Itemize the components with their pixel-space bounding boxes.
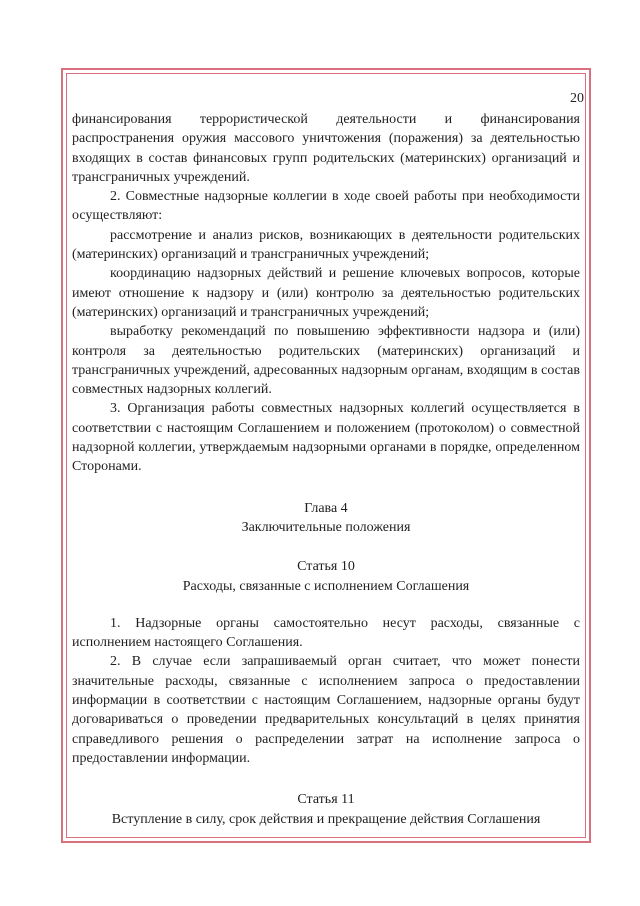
chapter-number: Глава 4: [304, 500, 348, 516]
document-body: [72, 110, 580, 829]
paragraph-continuation: финансирования террористической деятельности и финансирования распространения оружия массового уничтожения (поражения) за деятельностью входящих в состав финансовых групп родительских (материнских) организаций и трансграничных учреждений.: [72, 112, 580, 185]
article-11-title: Вступление в силу, срок действия и прекращение действия Соглашения: [111, 811, 541, 827]
article-10-title: Расходы, связанные с исполнением Соглашения: [182, 578, 470, 594]
chapter-title: Заключительные положения: [241, 519, 411, 535]
article-11-number: Статья 11: [297, 792, 355, 808]
paragraph-recommendations: выработку рекомендаций по повышению эффективности надзора и (или) контроля за деятельностью родительских (материнских) организаций и трансграничных учреждений, адресованных надзорным органам, входящим в состав совместных надзорных коллегий.: [72, 324, 580, 398]
paragraph-coordination: координацию надзорных действий и решение ключевых вопросов, которые имеют отношение к надзору и (или) контролю за деятельностью родительских (материнских) организаций и трансграничных учреждений;: [72, 266, 580, 320]
paragraph-item-3: 3. Организация работы совместных надзорных коллегий осуществляется в соответствии с настоящим Соглашением и положением (протоколом) о совместной надзорной коллегии, утверждаемым надзорными органами в порядке, определенном Сторонами.: [72, 401, 580, 475]
article-10-number: Статья 10: [297, 559, 355, 575]
article-10-paragraph-1: 1. Надзорные органы самостоятельно несут расходы, связанные с исполнением настоящего Соглашения.: [72, 615, 580, 651]
paragraph-risk-analysis: рассмотрение и анализ рисков, возникающих в деятельности родительских (материнских) организаций и трансграничных учреждений;: [72, 227, 580, 263]
article-10-paragraph-2: 2. В случае если запрашиваемый орган считает, что может понести значительные расходы, связанные с исполнением запроса о предоставлении информации в соответствии с настоящим Соглашением, надзорные органы будут договариваться о проведении предварительных консультаций в целях принятия справедливого решения о распределении затрат на исполнение запроса о предоставлении информации.: [72, 654, 580, 766]
paragraph-item-2: 2. Совместные надзорные коллегии в ходе своей работы при необходимости осуществляют:: [72, 189, 580, 224]
page-number: 20: [570, 91, 584, 106]
